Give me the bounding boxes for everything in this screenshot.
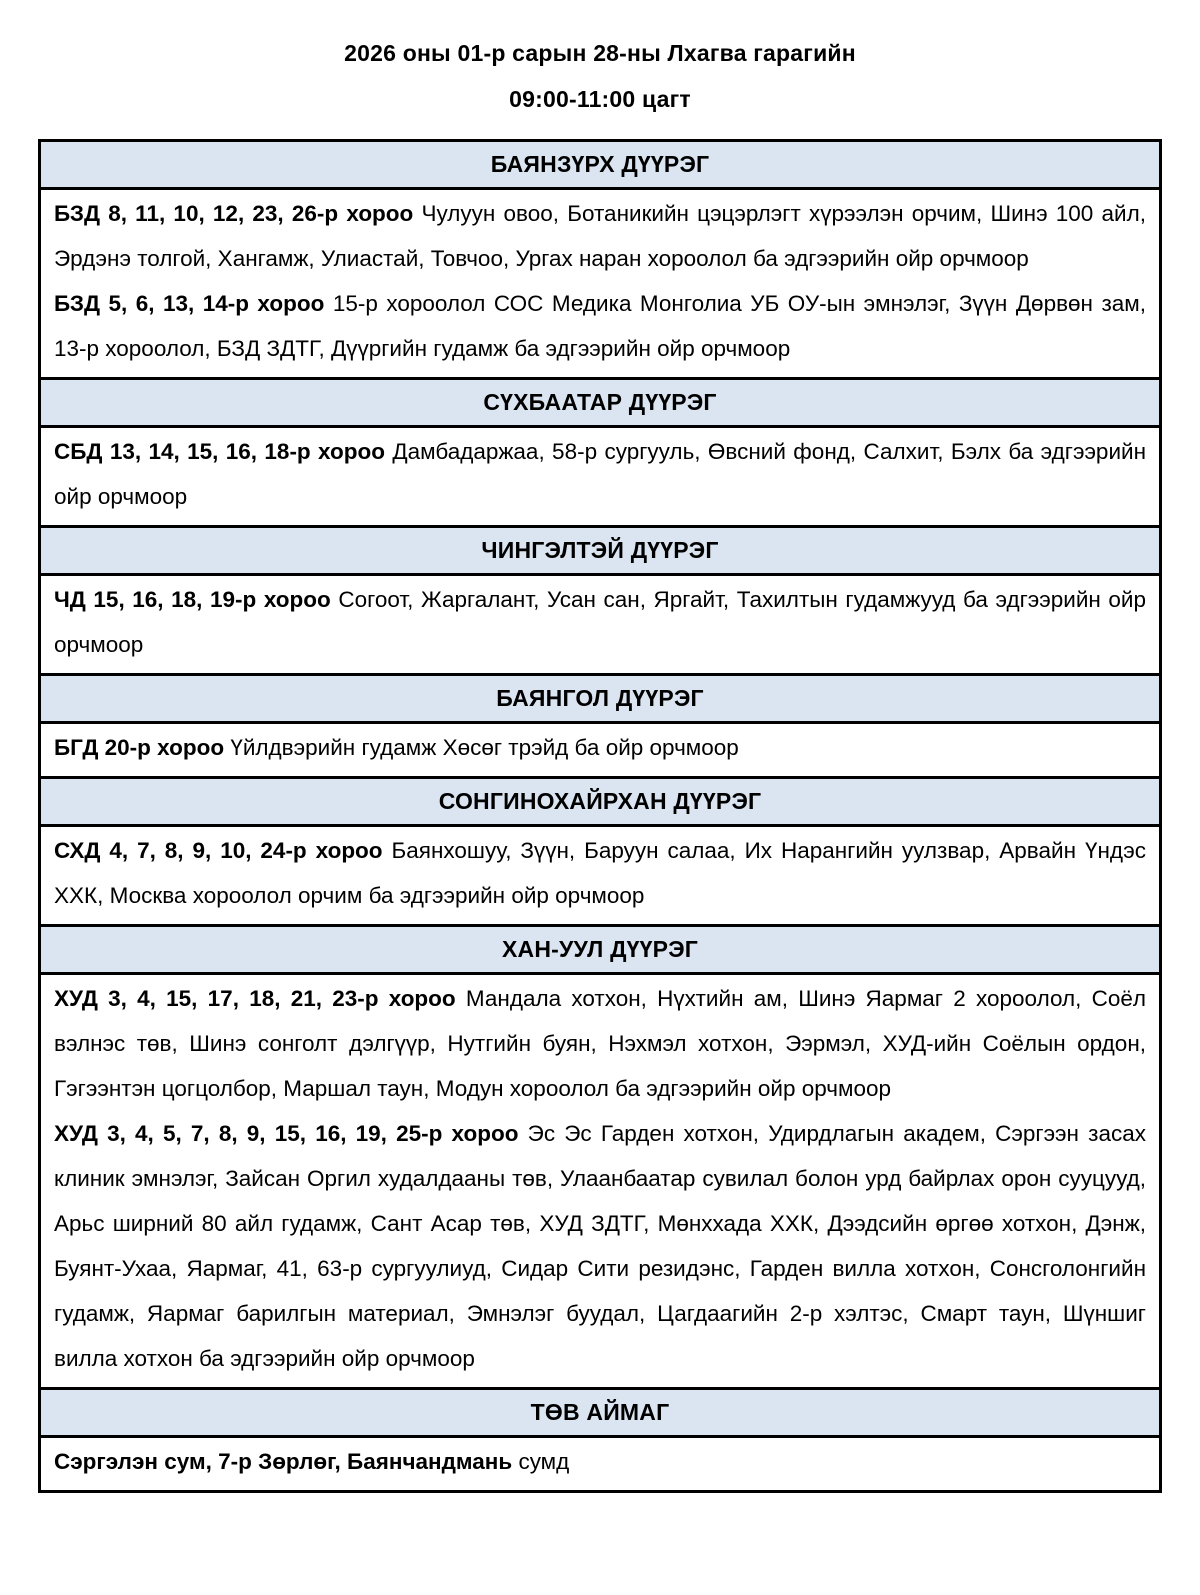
document-title-time-range: 09:00-11:00 цагт: [509, 86, 691, 112]
document-title: [0, 0, 1200, 122]
district-header: СҮХБААТАР ДҮҮРЭГ: [41, 377, 1159, 425]
entry-khoroo-label: БЗД 5, 6, 13, 14-р хороо: [54, 291, 325, 316]
entry-locations-text: Дамбадаржаа, 58-р сургууль, Өвсний фонд, Салхит, Бэлх ба эдгээрийн ойр орчмоор: [54, 439, 1147, 509]
district-body-row: [41, 425, 1159, 525]
document-title-date: 2026 оны 01-р сарын 28-ны Лхагва гарагийн: [344, 40, 856, 66]
schedule-entry: [54, 976, 1146, 1111]
schedule-entry: [54, 429, 1146, 519]
schedule-entry: [54, 1439, 1146, 1484]
entry-khoroo-label: СБД 13, 14, 15, 16, 18-р хороо: [54, 439, 385, 464]
schedule-entry: [54, 281, 1146, 371]
entry-khoroo-label: СХД 4, 7, 8, 9, 10, 24-р хороо: [54, 838, 383, 863]
schedule-table: [38, 139, 1162, 1493]
entry-khoroo-label: Сэргэлэн сум, 7-р Зөрлөг, Баянчандмань: [54, 1449, 513, 1474]
entry-khoroo-label: ЧД 15, 16, 18, 19-р хороо: [54, 587, 331, 612]
district-header: ХАН-УУЛ ДҮҮРЭГ: [41, 924, 1159, 972]
entry-locations-text: Баянхошуу, Зүүн, Баруун салаа, Их Нарангийн уулзвар, Арвайн Үндэс ХХК, Москва хороолол орчим ба эдгээрийн ойр орчмоор: [54, 838, 1147, 908]
district-header: ЧИНГЭЛТЭЙ ДҮҮРЭГ: [41, 525, 1159, 573]
district-body-row: [41, 721, 1159, 776]
entry-locations-text: 15-р хороолол СОС Медика Монголиа УБ ОУ-ын эмнэлэг, Зүүн Дөрвөн зам, 13-р хороолол, БЗД ЗДТГ, Дүүргийн гудамж ба эдгээрийн ойр орчмоор: [54, 291, 1146, 361]
district-body-row: [41, 187, 1159, 377]
entry-khoroo-label: БГД 20-р хороо: [54, 735, 225, 760]
district-header: СОНГИНОХАЙРХАН ДҮҮРЭГ: [41, 776, 1159, 824]
schedule-entry: [54, 191, 1146, 281]
entry-locations-text: Мандала хотхон, Нүхтийн ам, Шинэ Яармаг 2 хороолол, Соёл вэлнэс төв, Шинэ сонголт дэлгүүр, Нутгийн буян, Нэхмэл хотхон, Ээрмэл, ХУД-ийн Соёлын ордон, Гэгээнтэн цогцолбор, Маршал таун, Модун хороолол ба эдгээрийн ойр орчмоор: [54, 986, 1146, 1101]
schedule-entry: [54, 828, 1146, 918]
district-body-row: [41, 573, 1159, 673]
district-header: ТӨВ АЙМАГ: [41, 1387, 1159, 1435]
entry-locations-text: Үйлдвэрийн гудамж Хөсөг трэйд ба ойр орчмоор: [224, 735, 739, 760]
schedule-entry: [54, 1111, 1146, 1381]
entry-khoroo-label: ХУД 3, 4, 15, 17, 18, 21, 23-р хороо: [54, 986, 456, 1011]
district-header: БАЯНЗҮРХ ДҮҮРЭГ: [41, 142, 1159, 187]
entry-khoroo-label: БЗД 8, 11, 10, 12, 23, 26-р хороо: [54, 201, 414, 226]
schedule-entry: [54, 577, 1146, 667]
district-body-row: [41, 1435, 1159, 1490]
entry-locations-text: сумд: [512, 1449, 570, 1474]
district-body-row: [41, 972, 1159, 1387]
entry-khoroo-label: ХУД 3, 4, 5, 7, 8, 9, 15, 16, 19, 25-р хороо: [54, 1121, 519, 1146]
entry-locations-text: Чулуун овоо, Ботаникийн цэцэрлэгт хүрээлэн орчим, Шинэ 100 айл, Эрдэнэ толгой, Хангамж, Улиастай, Товчоо, Ургах наран хороолол ба эдгээрийн ойр орчмоор: [54, 201, 1146, 271]
district-body-row: [41, 824, 1159, 924]
schedule-entry: [54, 725, 1146, 770]
entry-locations-text: Согоот, Жаргалант, Усан сан, Яргайт, Тахилтын гудамжууд ба эдгээрийн ойр орчмоор: [54, 587, 1146, 657]
entry-locations-text: Эс Эс Гарден хотхон, Удирдлагын академ, Сэргээн засах клиник эмнэлэг, Зайсан Оргил худалдааны төв, Улаанбаатар сувилал болон урд байрлах орон сууцууд, Арьс ширний 80 айл гудамж, Сант Асар төв, ХУД ЗДТГ, Мөнххада ХХК, Дээдсийн өргөө хотхон, Дэнж, Буянт-Ухаа, Яармаг, 41, 63-р сургуулиуд, Сидар Сити резидэнс, Гарден вилла хотхон, Сонсголонгийн гудамж, Яармаг барилгын материал, Эмнэлэг буудал, Цагдаагийн 2-р хэлтэс, Смарт таун, Шүншиг вилла хотхон ба эдгээрийн ойр орчмоор: [54, 1121, 1146, 1371]
district-header: БАЯНГОЛ ДҮҮРЭГ: [41, 673, 1159, 721]
